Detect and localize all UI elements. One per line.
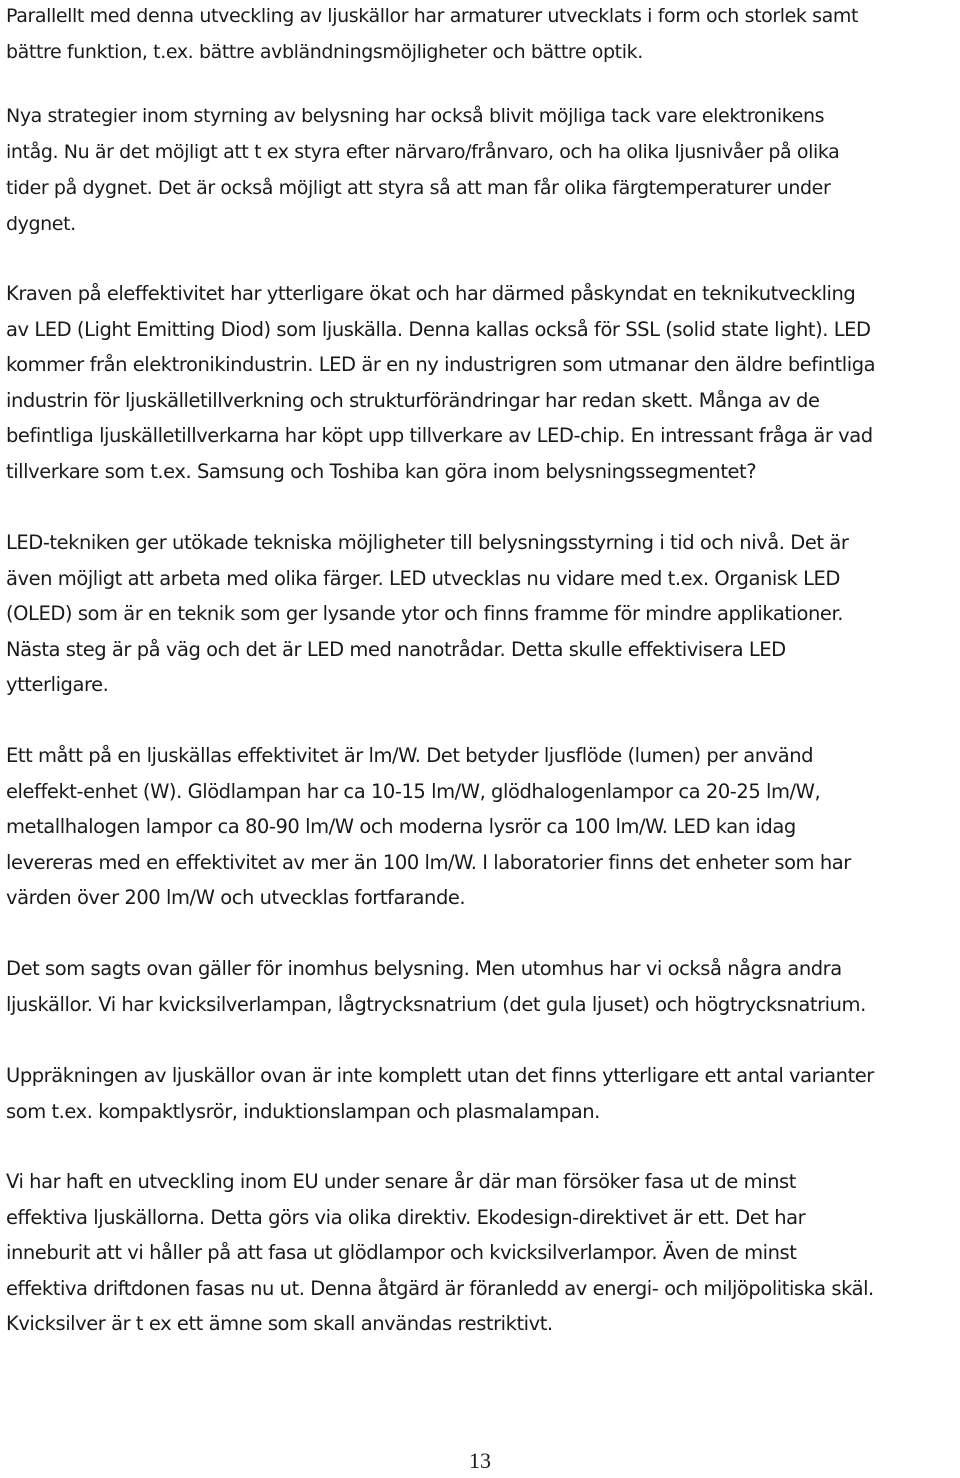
text-line: bättre funktion, t.ex. bättre avbländningsmöjligheter och bättre optik. — [6, 41, 643, 63]
text-line: värden över 200 lm/W och utvecklas fortfarande. — [6, 886, 466, 909]
text-line: Nästa steg är på väg och det är LED med nanotrådar. Detta skulle effektivisera LED — [6, 637, 786, 661]
text-line: Kvicksilver är t ex ett ämne som skall användas restriktivt. — [6, 1312, 553, 1335]
text-line: Ett mått på en ljuskällas effektivitet är lm/W. Det betyder ljusflöde (lumen) per använd — [6, 744, 814, 767]
text-line: befintliga ljuskälletillverkarna har köpt upp tillverkare av LED-chip. En intressant fråga är vad — [6, 424, 873, 447]
text-line: även möjligt att arbeta med olika färger. LED utvecklas nu vidare med t.ex. Organisk LED — [6, 566, 840, 590]
text-line: Vi har haft en utveckling inom EU under senare år där man försöker fasa ut de minst — [6, 1170, 796, 1193]
text-line: industrin för ljuskälletillverkning och strukturförändringar har redan skett. Många av de — [6, 388, 820, 412]
text-line: Nya strategier inom styrning av belysning har också blivit möjliga tack vare elektronikens — [6, 105, 825, 127]
text-line: eleffekt-enhet (W). Glödlampan har ca 10-15 lm/W, glödhalogenlampor ca 20-25 lm/W, — [6, 779, 821, 803]
text-line: Parallellt med denna utveckling av ljuskällor har armaturer utvecklats i form och storlek samt — [6, 5, 859, 27]
text-line: Uppräkningen av ljuskällor ovan är inte komplett utan det finns ytterligare ett antal varianter — [6, 1064, 874, 1087]
text-line: kommer från elektronikindustrin. LED är en ny industrigren som utmanar den äldre befintliga — [6, 353, 876, 376]
text-line: inneburit att vi håller på att fasa ut glödlampor och kvicksilverlampor. Även de minst — [6, 1241, 797, 1264]
page-number: 13 — [469, 1448, 491, 1473]
text-line: av LED (Light Emitting Diod) som ljuskälla. Denna kallas också för SSL (solid state light). LED — [6, 317, 871, 341]
text-line: ljuskällor. Vi har kvicksilverlampan, lågtrycksnatrium (det gula ljuset) och högtrycksnatrium. — [6, 992, 866, 1016]
text-line: tider på dygnet. Det är också möjligt att styra så att man får olika färgtemperaturer under — [6, 177, 831, 199]
paragraph-lighting-control — [6, 98, 956, 242]
text-line: effektiva driftdonen fasas nu ut. Denna åtgärd är föranledd av energi- och miljöpolitiska skäl. — [6, 1276, 874, 1300]
text-line: (OLED) som är en teknik som ger lysande ytor och finns framme för mindre applikationer. — [6, 602, 843, 625]
text-line: LED-tekniken ger utökade tekniska möjligheter till belysningsstyrning i tid och nivå. Det är — [6, 531, 849, 554]
paragraph-outdoor-lighting — [6, 951, 956, 1022]
text-line: Det som sagts ovan gäller för inomhus belysning. Men utomhus har vi också några andra — [6, 957, 842, 980]
paragraph-light-source-list — [6, 1058, 956, 1129]
text-line: intåg. Nu är det möjligt att t ex styra efter närvaro/frånvaro, och ha olika ljusnivåer på olika — [6, 141, 840, 163]
text-line: ytterligare. — [6, 673, 109, 696]
text-line: Kraven på eleffektivitet har ytterligare ökat och har därmed påskyndat en teknikutveckling — [6, 282, 856, 305]
text-line: dygnet. — [6, 213, 76, 235]
paragraph-luminaires — [6, 0, 956, 70]
text-line: som t.ex. kompaktlysrör, induktionslampan och plasmalampan. — [6, 1099, 600, 1123]
text-line: levereras med en effektivitet av mer än 100 lm/W. I laboratorier finns det enheter som har — [6, 850, 851, 874]
paragraph-led-industry — [6, 276, 956, 489]
text-line: tillverkare som t.ex. Samsung och Toshiba kan göra inom belysningssegmentet? — [6, 459, 757, 483]
paragraph-eu-directives — [6, 1164, 956, 1342]
paragraph-led-technology — [6, 525, 956, 703]
paragraph-efficiency — [6, 738, 956, 916]
text-line: metallhalogen lampor ca 80-90 lm/W och moderna lysrör ca 100 lm/W. LED kan idag — [6, 815, 796, 838]
text-line: effektiva ljuskällorna. Detta görs via olika direktiv. Ekodesign-direktivet är ett. Det har — [6, 1205, 806, 1229]
